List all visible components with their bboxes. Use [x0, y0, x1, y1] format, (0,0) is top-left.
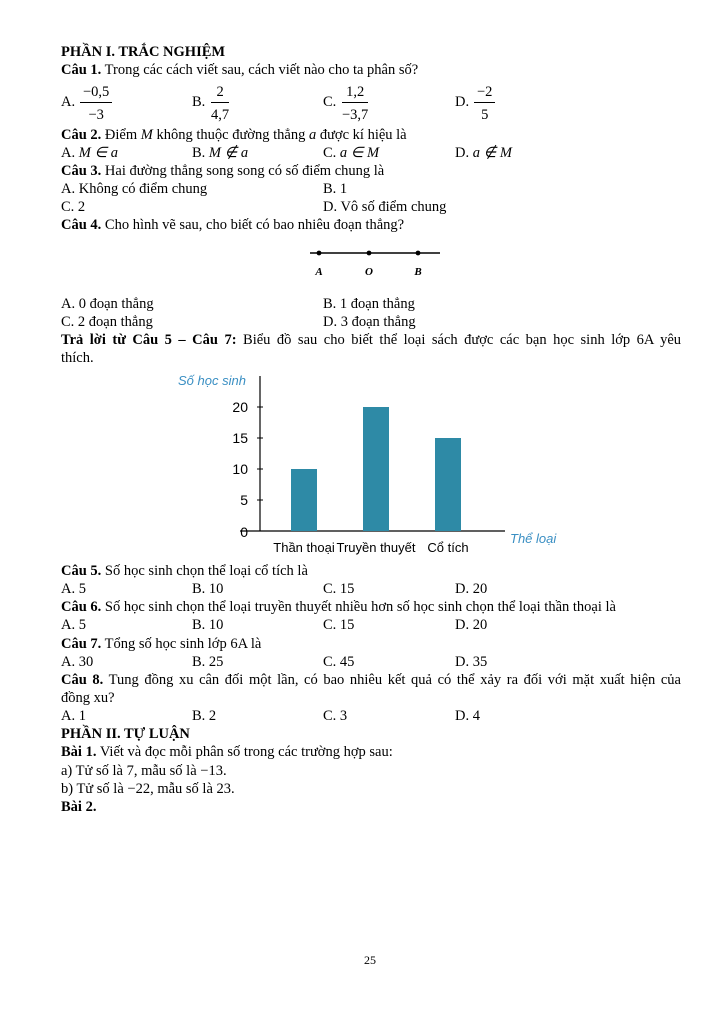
q6-label: Câu 6.	[61, 599, 102, 615]
q6-option-c[interactable]: C. 15	[323, 617, 355, 633]
q7-option-d[interactable]: D. 35	[455, 654, 488, 670]
q2-b-expr: M ∉ a	[208, 145, 249, 161]
q2-a-letter: A.	[61, 145, 76, 161]
x-tick-label-2: Truyền thuyết	[336, 540, 416, 555]
q4-option-a[interactable]: A. 0 đoạn thẳng	[61, 296, 154, 312]
q2-b-letter: B.	[192, 145, 206, 161]
y-tick-label: 20	[232, 399, 248, 415]
q1-d-denominator: 5	[481, 107, 489, 123]
q2-a-expr: M ∈ a	[78, 145, 118, 161]
q6-option-b[interactable]: B. 10	[192, 617, 224, 633]
q3-label: Câu 3.	[61, 163, 102, 179]
y-tick-label: 10	[232, 461, 248, 477]
q2-option-c[interactable]	[323, 145, 379, 161]
point-o-label: O	[365, 266, 373, 278]
q1-b-numerator: 2	[211, 84, 229, 103]
bai1-label: Bài 1.	[61, 744, 97, 760]
q2-label: Câu 2.	[61, 127, 102, 143]
page-number: 25	[364, 953, 376, 967]
chart-bars	[291, 407, 461, 531]
q7-label: Câu 7.	[61, 636, 102, 652]
x-tick-label-3: Cổ tích	[427, 540, 469, 555]
bai2-label: Bài 2.	[61, 799, 97, 815]
bai1-a-den: −13	[200, 763, 223, 779]
x-tick-label-1: Thần thoại	[273, 540, 335, 555]
bai1-b-den: 23	[216, 781, 232, 797]
q1-d-numerator: −2	[474, 84, 495, 103]
q2-stem	[61, 127, 407, 143]
bai1-b-post: .	[231, 781, 235, 797]
q6-stem	[61, 599, 616, 615]
q5-7-intro-line2: thích.	[61, 350, 94, 366]
q1-option-c-letter[interactable]: C.	[323, 94, 337, 110]
q8-option-b[interactable]: B. 2	[192, 708, 217, 724]
point-b-label: B	[414, 266, 422, 278]
point-b-dot	[416, 251, 421, 256]
q2-c-expr: a ∈ M	[339, 145, 380, 161]
bar-2	[363, 407, 389, 531]
point-a-dot	[317, 251, 322, 256]
q3-text: Hai đường thẳng song song có số điểm chung là	[101, 163, 385, 179]
q7-option-b[interactable]: B. 25	[192, 654, 224, 670]
q2-var-a: a	[308, 127, 317, 143]
q2-text-pre: Điểm	[101, 127, 141, 143]
book-genre-bar-chart	[160, 366, 580, 558]
part2-heading: PHẦN II. TỰ LUẬN	[61, 726, 190, 742]
chart-x-tick-labels	[273, 540, 468, 555]
q1-option-b-fraction[interactable]	[211, 84, 229, 123]
q1-option-d-fraction[interactable]	[474, 84, 495, 123]
q5-option-b[interactable]: B. 10	[192, 581, 224, 597]
bai1-stem	[61, 744, 393, 760]
q2-option-b[interactable]	[192, 145, 248, 161]
q4-option-c[interactable]: C. 2 đoạn thẳng	[61, 314, 153, 330]
q8-text1: Tung đồng xu cân đối một lần, có bao nhiêu kết quả có thể xảy ra đối với mặt xuất hiện của	[103, 672, 681, 688]
q1-b-denominator: 4,7	[211, 107, 230, 123]
q4-option-b[interactable]: B. 1 đoạn thẳng	[323, 296, 415, 312]
q3-option-d[interactable]: D. Vô số điểm chung	[323, 199, 447, 215]
q2-text-mid: không thuộc đường thẳng	[152, 127, 309, 143]
bai1-b-pre: b) Tử số là	[61, 781, 128, 797]
q4-label: Câu 4.	[61, 217, 102, 233]
q3-stem	[61, 163, 384, 179]
q4-option-d[interactable]: D. 3 đoạn thẳng	[323, 314, 416, 330]
q8-option-d[interactable]: D. 4	[455, 708, 480, 724]
q3-option-b[interactable]: B. 1	[323, 181, 348, 197]
q7-option-c[interactable]: C. 45	[323, 654, 355, 670]
q4-stem	[61, 217, 404, 233]
q3-option-a[interactable]: A. Không có điểm chung	[61, 181, 208, 197]
q1-stem	[61, 62, 418, 78]
y-tick-label: 5	[240, 492, 248, 508]
intro-text1: Biểu đồ sau cho biết thể loại sách được các bạn học sinh lớp 6A yêu	[236, 332, 682, 348]
q6-option-a[interactable]: A. 5	[61, 617, 86, 633]
q8-label: Câu 8.	[61, 672, 104, 688]
q2-var-m: M	[140, 127, 153, 143]
q7-stem	[61, 636, 261, 652]
q5-option-c[interactable]: C. 15	[323, 581, 355, 597]
q1-option-a-fraction[interactable]	[80, 84, 112, 123]
point-o-dot	[367, 251, 372, 256]
q1-label: Câu 1.	[61, 62, 102, 78]
q2-d-letter: D.	[455, 145, 470, 161]
segment-figure	[300, 245, 450, 281]
q2-text-post: được kí hiệu là	[316, 127, 407, 143]
q2-option-d[interactable]	[455, 145, 512, 161]
q1-text: Trong các cách viết sau, cách viết nào cho ta phân số?	[101, 62, 419, 78]
part1-heading: PHẦN I. TRẮC NGHIỆM	[61, 44, 226, 60]
q5-option-a[interactable]: A. 5	[61, 581, 86, 597]
bar-3	[435, 438, 461, 531]
q8-stem-line1	[61, 672, 681, 688]
bai1-b-num: −22	[127, 781, 151, 797]
bai1-a-num: 7	[126, 763, 134, 779]
q2-option-a[interactable]	[61, 145, 118, 161]
q1-option-c-fraction[interactable]	[342, 84, 368, 123]
q6-text: Số học sinh chọn thể loại truyền thuyết nhiều hơn số học sinh chọn thể loại thần thoại là	[101, 599, 616, 615]
chart-y-axis-label: Số học sinh	[178, 373, 246, 388]
bai1-b-mid: , mẫu số là	[150, 781, 217, 797]
q5-option-d[interactable]: D. 20	[455, 581, 488, 597]
y-tick-label: 0	[240, 524, 248, 540]
q5-label: Câu 5.	[61, 563, 102, 579]
q3-option-c[interactable]: C. 2	[61, 199, 86, 215]
point-a-label: A	[315, 266, 323, 278]
q6-option-d[interactable]: D. 20	[455, 617, 488, 633]
q1-c-denominator: −3,7	[342, 107, 369, 123]
q7-option-a[interactable]: A. 30	[61, 654, 94, 670]
q1-option-a-letter[interactable]: A.	[61, 94, 76, 110]
q2-c-letter: C.	[323, 145, 337, 161]
bai1-item-b	[61, 781, 235, 797]
q1-option-d-letter[interactable]: D.	[455, 94, 470, 110]
bai1-a-mid: , mẫu số là	[133, 763, 201, 779]
bai1-item-a	[61, 763, 227, 779]
q7-text: Tổng số học sinh lớp 6A là	[101, 636, 262, 652]
q8-stem-line2: đồng xu?	[61, 690, 115, 706]
q2-d-expr: a ∉ M	[472, 145, 512, 161]
y-tick-label: 15	[232, 430, 248, 446]
intro-label: Trả lời từ Câu 5 – Câu 7:	[61, 332, 237, 348]
q1-a-denominator: −3	[88, 107, 104, 123]
q1-option-b-letter[interactable]: B.	[192, 94, 206, 110]
chart-x-axis-label: Thể loại	[510, 531, 557, 546]
q5-7-intro-line1	[61, 332, 681, 348]
bai1-text: Viết và đọc mỗi phân số trong các trường hợp sau:	[96, 744, 393, 760]
q5-text: Số học sinh chọn thể loại cổ tích là	[101, 563, 308, 579]
q1-a-numerator: −0,5	[80, 84, 112, 103]
q8-option-a[interactable]: A. 1	[61, 708, 86, 724]
q8-option-c[interactable]: C. 3	[323, 708, 348, 724]
q5-stem	[61, 563, 308, 579]
bai1-a-post: .	[222, 763, 227, 779]
bai1-a-pre: a) Tử số là	[61, 763, 127, 779]
bar-1	[291, 469, 317, 531]
q4-text: Cho hình vẽ sau, cho biết có bao nhiêu đoạn thẳng?	[101, 217, 405, 233]
q1-c-numerator: 1,2	[342, 84, 368, 103]
